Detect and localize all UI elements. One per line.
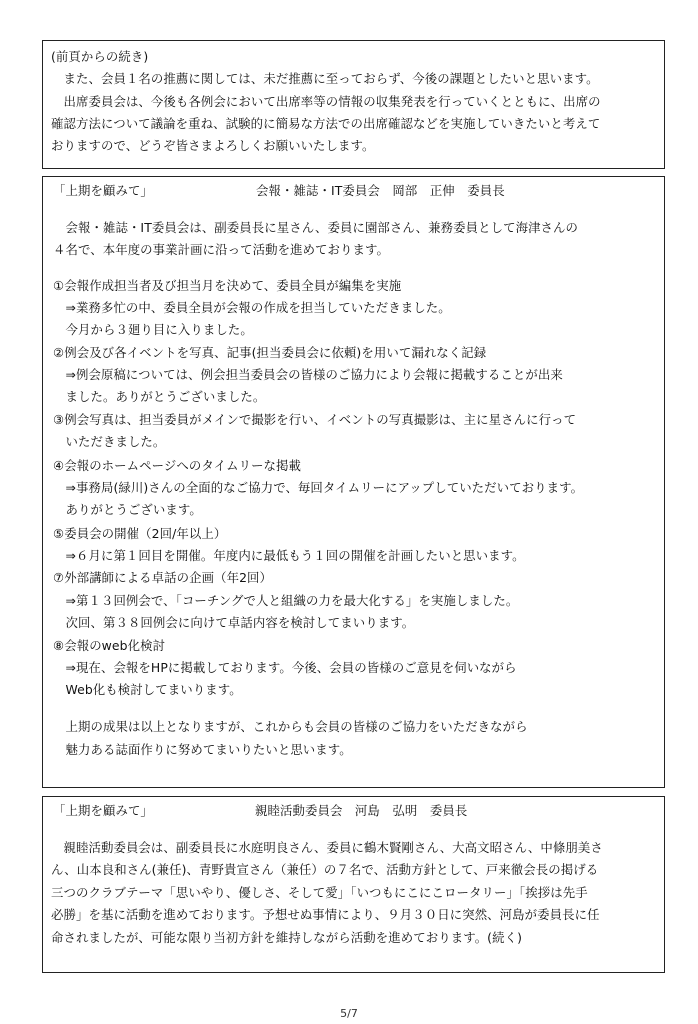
report-line: ⇒第１３回例会で、「コーチングで人と組織の力を最大化する」を実施しました。 xyxy=(53,593,519,608)
report-line: 命されましたが、可能な限り当初方針を維持しながら活動を進めております。(続く) xyxy=(51,930,523,945)
report-line: ⑦外部講師による卓話の企画（年2回） xyxy=(53,570,273,585)
committee-chair-name: 親睦活動委員会 河島 弘明 委員長 xyxy=(255,803,468,818)
report-line: ⇒事務局(緑川)さんの全面的なご協力で、毎回タイムリーにアップしていただいております。 xyxy=(53,480,584,495)
report-line: ③例会写真は、担当委員がメインで撮影を行い、イベントの写真撮影は、主に星さんに行って xyxy=(53,412,577,427)
continuation-line: (前頁からの続き) xyxy=(51,49,149,64)
continuation-box xyxy=(42,40,665,169)
fellowship-committee-report-box xyxy=(42,796,665,973)
report-line: ありがとうございます。 xyxy=(53,502,202,517)
report-line: 親睦活動委員会は、副委員長に水庭明良さん、委員に鶴木賢剛さん、大高文昭さん、中條朋美さ xyxy=(51,840,603,855)
report-line: ん、山本良和さん(兼任)、青野貴宣さん（兼任）の７名で、活動方針として、戸来徹会長の掲げる xyxy=(51,862,599,877)
report-line: ⑧会報のweb化検討 xyxy=(53,638,166,653)
report-line: ⇒業務多忙の中、委員全員が会報の作成を担当していただきました。 xyxy=(53,300,451,315)
continuation-line: 出席委員会は、今後も各例会において出席率等の情報の収集発表を行っていくとともに、出席の xyxy=(51,94,601,109)
report-line: 魅力ある誌面作りに努めてまいりたいと思います。 xyxy=(53,742,352,757)
it-committee-report-box xyxy=(42,176,665,788)
continuation-line: おりますので、どうぞ皆さまよろしくお願いいたします。 xyxy=(51,138,375,153)
report-line: 上期の成果は以上となりますが、これからも会員の皆様のご協力をいただきながら xyxy=(53,719,528,734)
report-line: いただきました。 xyxy=(53,434,166,449)
report-line: 今月から３廻り目に入りました。 xyxy=(53,322,253,337)
report-line: ました。ありがとうございました。 xyxy=(53,389,266,404)
report-line: ⇒例会原稿については、例会担当委員会の皆様のご協力により会報に掲載することが出来 xyxy=(53,367,563,382)
report-line: 三つのクラブテーマ「思いやり、優しさ、そして愛」「いつもにこにこロータリー」「挨拶は先手 xyxy=(51,885,588,900)
report-line: ⇒６月に第１回目を開催。年度内に最低もう１回の開催を計画したいと思います。 xyxy=(53,548,525,563)
continuation-line: また、会員１名の推薦に関しては、未だ推薦に至っておらず、今後の課題としたいと思います。 xyxy=(51,71,599,86)
report-line: ④会報のホームページへのタイムリーな掲載 xyxy=(53,458,302,473)
report-line: ⇒現在、会報をHPに掲載しております。今後、会員の皆様のご意見を伺いながら xyxy=(53,660,517,675)
page-number: 5/7 xyxy=(340,1007,358,1020)
report-line: 次回、第３８回例会に向けて卓話内容を検討してまいります。 xyxy=(53,615,415,630)
committee-chair-name: 会報・雑誌・IT委員会 岡部 正伸 委員長 xyxy=(256,183,505,198)
report-line: 必勝」を基に活動を進めております。予想せぬ事情により、９月３０日に突然、河島が委員長に任 xyxy=(51,907,600,922)
report-line: ４名で、本年度の事業計画に沿って活動を進めております。 xyxy=(53,242,390,257)
report-line: ⑤委員会の開催（2回/年以上） xyxy=(53,526,227,541)
report-heading: 「上期を顧みて」 xyxy=(53,183,153,198)
continuation-line: 確認方法について議論を重ね、試験的に簡易な方法での出席確認などを実施していきたいと考えて xyxy=(51,116,601,131)
report-line: ①会報作成担当者及び担当月を決めて、委員全員が編集を実施 xyxy=(53,278,402,293)
report-line: ②例会及び各イベントを写真、記事(担当委員会に依頼)を用いて漏れなく記録 xyxy=(53,345,487,360)
report-line: 会報・雑誌・IT委員会は、副委員長に星さん、委員に園部さん、兼務委員として海津さんの xyxy=(53,220,579,235)
report-heading: 「上期を顧みて」 xyxy=(53,803,153,818)
report-line: Web化も検討してまいります。 xyxy=(53,682,242,697)
